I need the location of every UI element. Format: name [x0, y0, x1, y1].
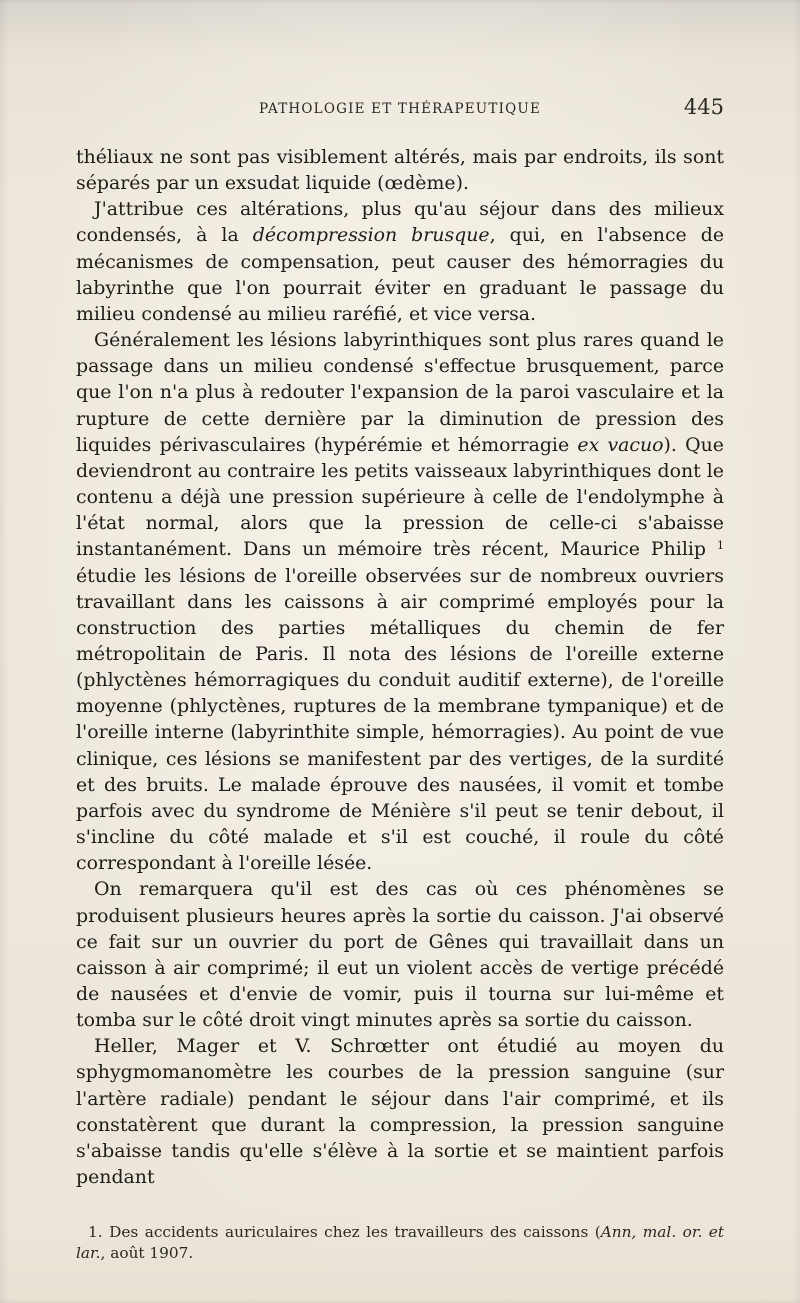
footnote-text-a: Des accidents auriculaires chez les travailleurs des caissons ( — [102, 1223, 601, 1241]
paragraph-3-text-b: ). Que deviendront au contraire les petits vaisseaux labyrinthiques dont le contenu a déjà une pression supérieure à celle de l'endolymphe à l'état normal, alors que la pression de celle-ci s'abaisse instantanément. Dans un mémoire très récent, Maurice Philip — [76, 433, 724, 561]
paragraph-3-text-a: Généralement les lésions labyrinthiques sont plus rares quand le passage dans un milieu condensé s'effectue brusquement, parce que l'on n'a plus à redouter l'expansion de la paroi vasculaire et la rupture de cette dernière par la diminution de pression des liquides périvasculaires (hypérémie et hémorragie — [76, 329, 724, 456]
footnote-text — [76, 1222, 724, 1264]
page-header — [76, 95, 724, 126]
paragraph-5-text: Heller, Mager et V. Schrœtter ont étudié au moyen du sphygmomanomètre les courbes de la pression sanguine (sur l'artère radiale) pendant le séjour dans l'air comprimé, et ils constatèrent que durant la compression, la pression sanguine s'abaisse tandis qu'elle s'élève à la sortie et se maintient parfois pendant — [76, 1035, 724, 1189]
paragraph-5 — [76, 1033, 724, 1190]
running-head: PATHOLOGIE ET THÉRAPEUTIQUE — [258, 101, 542, 117]
emphasis-decompression-brusque: décompression brusque — [252, 224, 490, 247]
paragraph-2-text-a: J'attribue ces altérations, plus qu'au séjour dans des milieux condensés, à la — [76, 198, 724, 247]
footnote-text-b: , août 1907. — [100, 1244, 194, 1262]
footnote — [76, 1222, 724, 1264]
footnote-reference: 1 — [717, 539, 724, 553]
paragraph-3-text-c: étudie les lésions de l'oreille observées sur de nombreux ouvriers travaillant dans les caissons à air comprimé employés pour la construction des parties métalliques du chemin de fer métropolitain de Paris. Il nota des lésions de l'oreille externe (phlyctènes hémorragiques du conduit auditif externe), de l'oreille moyenne (phlyctènes, ruptures de la membrane tympanique) et de l'oreille interne (labyrinthite simple, hémorragies). Au point de vue clinique, ces lésions se manifestent par des vertiges, de la surdité et des bruits. Le malade éprouve des nausées, il vomit et tombe parfois avec du syndrome de Ménière s'il peut se tenir debout, il s'incline du côté malade et s'il est couché, il roule du côté correspondant à l'oreille lésée. — [76, 564, 724, 875]
paragraph-1 — [76, 144, 724, 196]
body-text — [76, 144, 724, 1190]
emphasis-ex-vacuo: ex vacuo — [577, 433, 664, 456]
footnote-journal: Ann, mal. or. et lar. — [76, 1223, 725, 1262]
paragraph-2 — [76, 196, 724, 327]
paragraph-4 — [76, 876, 724, 1033]
paragraph-4-text: On remarquera qu'il est des cas où ces phénomènes se produisent plusieurs heures après la sortie du caisson. J'ai observé ce fait sur un ouvrier du port de Gênes qui travaillait dans un caisson à air comprimé; il eut un violent accès de vertige précédé de nausées et d'envie de vomir, puis il tourna sur lui-même et tomba sur le côté droit vingt minutes après sa sortie du caisson. — [76, 878, 724, 1032]
paragraph-3 — [76, 327, 724, 876]
paragraph-1-text: théliaux ne sont pas visiblement altérés, mais par endroits, ils sont séparés par un exsudat liquide (œdème). — [76, 146, 724, 195]
footnote-number: 1. — [88, 1223, 103, 1241]
page-number: 445 — [683, 95, 724, 119]
paragraph-2-text-b: , qui, en l'absence de mécanismes de compensation, peut causer des hémorragies du labyrinthe que l'on pourrait éviter en graduant le passage du milieu condensé au milieu raréfié, et vice versa. — [76, 224, 724, 325]
